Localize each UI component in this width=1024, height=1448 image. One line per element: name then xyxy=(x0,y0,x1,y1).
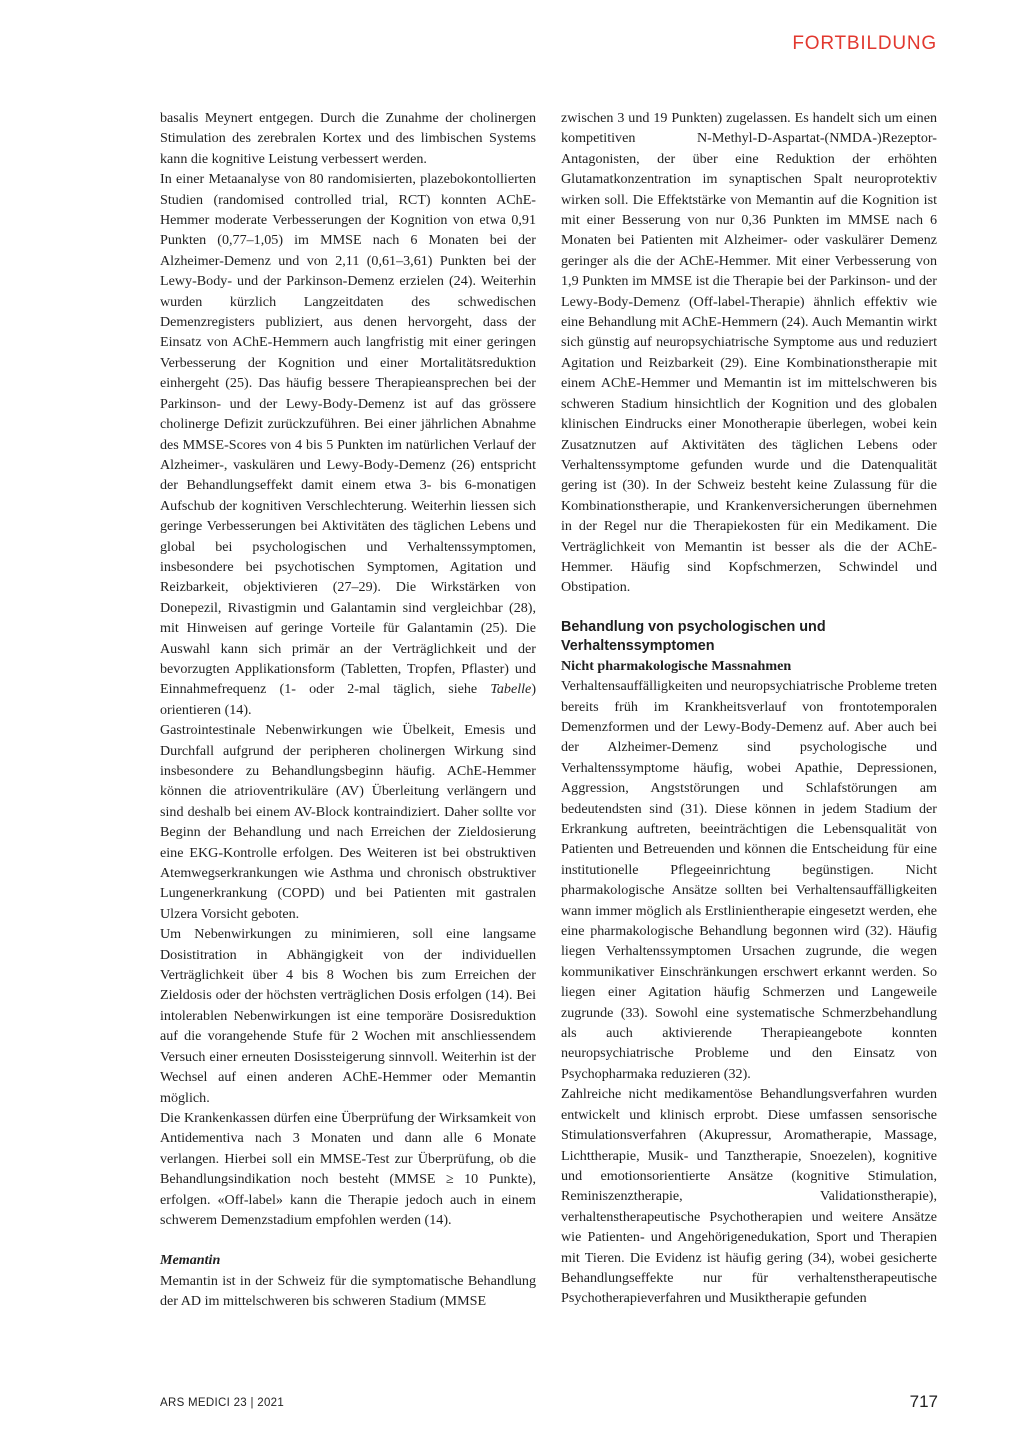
section-heading: Behandlung von psychologischen und Verhaltenssymptomen xyxy=(561,618,826,654)
right-column xyxy=(561,108,937,1309)
paragraph-text-end: ) orientieren (14). xyxy=(160,681,537,718)
subheading: Nicht pharmakologische Massnahmen xyxy=(561,657,792,674)
table-reference: Tabelle xyxy=(490,681,532,698)
paragraph: Verhaltensauffälligkeiten und neuropsychiatrische Probleme treten bereits früh im Krankheitsverlauf von frontotemporalen Demenzformen und der Lewy-Body-Demenz auf. Aber auch bei der Alzheimer-Demenz sind psychologische und Verhaltenssymptome häufig, wobei Apathie, Depressionen, Aggression, Angststörungen und Schlafstörungen am bedeutendsten sind (31). Diese können in jedem Stadium der Erkrankung auftreten, beeinträchtigen die Lebensqualität von Patienten und Betreuenden und können die Entscheidung für eine institutionelle Pflegeeinrichtung begünstigen. Nicht pharmakologische Ansätze sollten bei Verhaltensauffälligkeiten wann immer möglich als Erstlinientherapie eingesetzt werden, ehe eine pharmakologische Behandlung begonnen wird (32). Häufig liegen Verhaltenssymptomen Ursachen zugrunde, die wegen kommunikativer Einschränkungen erschwert erkannt werden. So liegen einer Agitation häufig Schmerzen und Langeweile zugrunde (33). Sowohl eine systematische Schmerzbehandlung als auch aktivierende Therapieangebote konnten neuropsychiatrische Probleme und den Einsatz von Psychopharmaka reduzieren (32). xyxy=(561,678,937,1082)
paragraph: Zahlreiche nicht medikamentöse Behandlungsverfahren wurden entwickelt und klinisch erprobt. Diese umfassen sensorische Stimulationsverfahren (Akupressur, Aromatherapie, Massage, Lichttherapie, Musik- und Tanztherapie, Snoezelen), kognitive und emotionsorientierte Ansätze (kognitive Stimulation, Reminiszenztherapie, Validationstherapie), verhaltenstherapeutische Psychotherapien und weitere Ansätze wie Patienten- und Angehörigenedukation, Sport und Therapien mit Tieren. Die Evidenz ist häufig gering (34), wobei gesicherte Behandlungseffekte nur für verhaltenstherapeutische Psychotherapieverfahren und Musiktherapie gefunden xyxy=(561,1086,937,1307)
paragraph: Die Krankenkassen dürfen eine Überprüfung der Wirksamkeit von Antidementiva nach 3 Monaten und dann alle 6 Monate verlangen. Hierbei soll ein MMSE-Test zur Überprüfung, ob die Behandlungsindikation noch besteht (MMSE ≥ 10 Punkte), erfolgen. «Off-label» kann die Therapie jedoch auch in einem schwerem Demenzstadium empfohlen werden (14). xyxy=(160,1109,536,1228)
paragraph: zwischen 3 und 19 Punkten) zugelassen. Es handelt sich um einen kompetitiven N-Methyl-D-Aspartat-(NMDA-)Rezeptor-Antagonisten, der über eine Reduktion der erhöhten Glutamatkonzentration im synaptischen Spalt neuroprotektiv wirken soll. Die Effektstärke von Memantin auf die Kognition ist mit einer Besserung von nur 0,36 Punkten im MMSE nach 6 Monaten bei Patienten mit Alzheimer- oder vaskulärer Demenz geringer als die der AChE-Hemmer. Mit einer Verbesserung von 1,9 Punkten im MMSE ist die Therapie bei der Parkinson- und der Lewy-Body-Demenz (Off-label-Therapie) ähnlich effektiv wie eine Behandlung mit AChE-Hemmern (24). Auch Memantin wirkt sich günstig auf neuropsychiatrische Symptome aus und reduziert Agitation und Reizbarkeit (29). Eine Kombinationstherapie mit einem AChE-Hemmer und Memantin ist im mittelschweren bis schweren Stadium hinsichtlich der Kognition und des globalen klinischen Eindrucks einer Monotherapie überlegen, wobei kein Zusatznutzen auf Aktivitäten des täglichen Lebens oder Verhaltenssymptome gefunden wurde und die Datenqualität gering ist (30). In der Schweiz besteht keine Zulassung für die Kombinationstherapie, und Krankenversicherungen übernehmen in der Regel nur die Therapiekosten für ein Medikament. Die Verträglichkeit von Memantin ist besser als die der AChE-Hemmer. Häufig sind Kopfschmerzen, Schwindel und Obstipation. xyxy=(561,110,937,596)
memantin-heading: Memantin xyxy=(160,1252,221,1269)
paragraph-text: In einer Metaanalyse von 80 randomisierten, plazebokontollierten Studien (randomised controlled trial, RCT) konnten AChE-Hemmer moderate Verbesserungen der Kognition von etwa 0,91 Punkten (0,77–1,05) im MMSE nach 6 Monaten bei der Alzheimer-Demenz und von 2,11 (0,61–3,61) Punkten bei der Lewy-Body- und der Parkinson-Demenz erzielen (24). Weiterhin wurden kürzlich Langzeitdaten des schwedischen Demenzregisters publiziert, aus denen hervorgeht, dass der Einsatz von AChE-Hemmern auch langfristig mit einer geringen Verbesserung der Kognition und einer Mortalitätsreduktion einhergeht (25). Das häufig bessere Therapieansprechen bei der Parkinson- und der Lewy-Body-Demenz ist auf das grössere cholinerge Defizit zurückzuführen. Bei einer jährlichen Abnahme des MMSE-Scores von 4 bis 5 Punkten im natürlichen Verlauf der Alzheimer-, vaskulären und Lewy-Body-Demenz (26) entspricht der Behandlungseffekt damit einem etwa 3- bis 6-monatigen Aufschub der kognitiven Verschlechterung. Weiterhin liessen sich geringe Verbesserungen bei Aktivitäten des täglichen Lebens und global bei psychologischen und Verhaltenssymptomen, insbesondere bei psychotischen Symptomen, Agitation und Reizbarkeit, objektivieren (27–29). Die Wirkstärken von Donepezil, Rivastigmin und Galantamin sind vergleichbar (28), mit Hinweisen auf geringe Vorteile für Galantamin (25). Die Auswahl kann sich primär an der Verträglichkeit und der bevorzugten Applikationsform (Tabletten, Tropfen, Pflaster) und Einnahmefrequenz (1- oder 2-mal täglich, siehe xyxy=(160,171,536,698)
page-number: 717 xyxy=(909,1392,938,1411)
paragraph xyxy=(160,169,536,720)
section-label: FORTBILDUNG xyxy=(792,33,937,54)
paragraph: Um Nebenwirkungen zu minimieren, soll eine langsame Dosistitration in Abhängigkeit von der individuellen Verträglichkeit über 4 bis 8 Wochen bis zum Erreichen der Zieldosis oder der höchsten verträglichen Dosis erfolgen (14). Bei intolerablen Nebenwirkungen ist eine temporäre Dosisreduktion auf die vorangehende Stufe für 2 Wochen mit anschliessendem Versuch einer erneuten Dosissteigerung sinnvoll. Weiterhin ist der Wechsel auf einen anderen AChE-Hemmer oder Memantin möglich. xyxy=(160,926,536,1106)
left-column xyxy=(160,108,536,1312)
paragraph: Memantin ist in der Schweiz für die symptomatische Behandlung der AD im mittelschweren bis schweren Stadium (MMSE xyxy=(160,1272,536,1310)
paragraph: basalis Meynert entgegen. Durch die Zunahme der cholinergen Stimulation des zerebralen Kortex und des limbischen Systems kann die kognitive Leistung verbessert werden. xyxy=(160,110,536,167)
paragraph: Gastrointestinale Nebenwirkungen wie Übelkeit, Emesis und Durchfall aufgrund der peripheren cholinergen Wirkung sind insbesondere zu Behandlungsbeginn häufig. AChE-Hemmer können die atrioventrikuläre (AV) Überleitung verlängern und sind deshalb bei einem AV-Block kontraindiziert. Daher sollte vor Beginn der Behandlung und nach Erreichen der Zieldosierung eine EKG-Kontrolle erfolgen. Des Weiteren ist bei obstruktiven Atemwegserkrankungen wie Asthma und chronisch obstruktiver Lungenerkrankung (COPD) und bei Patienten mit gastralen Ulzera Vorsicht geboten. xyxy=(160,722,536,922)
journal-footer: ARS MEDICI 23 | 2021 xyxy=(160,1397,285,1409)
